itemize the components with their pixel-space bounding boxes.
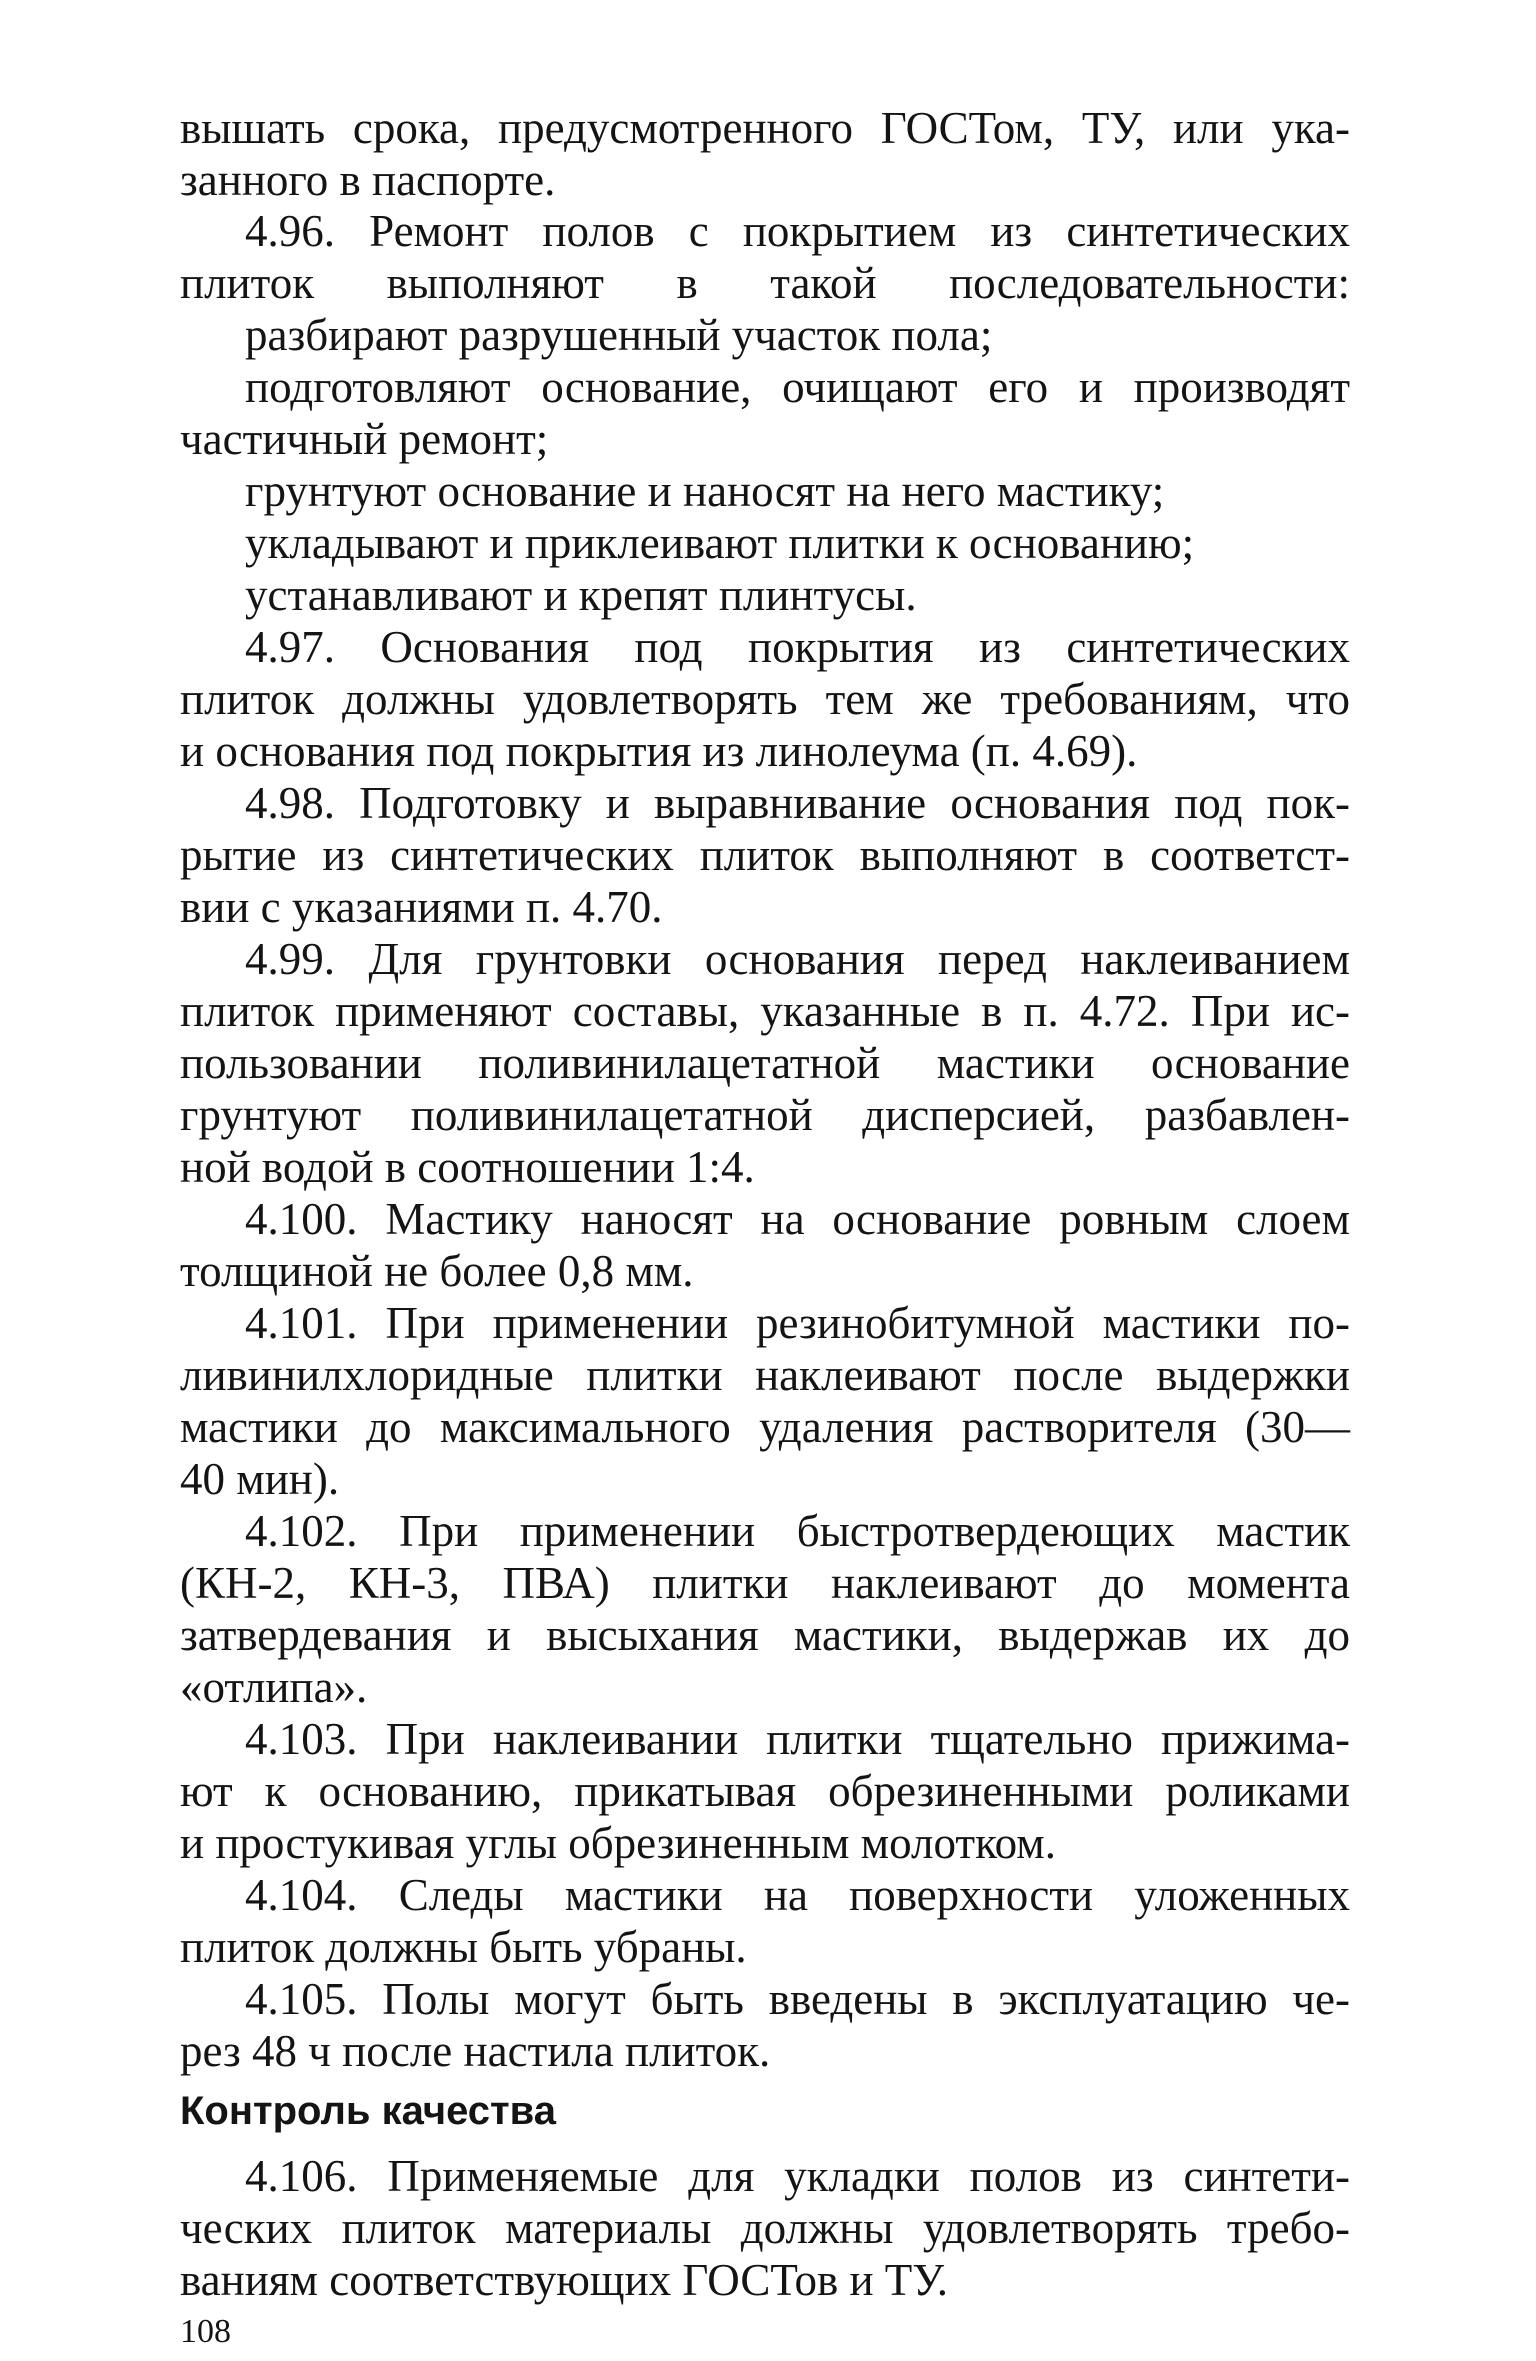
section-heading: Контроль качества [180,2089,556,2133]
text-line: 4.101. При применении резинобитумной мастики по- [245,1298,1350,1348]
text-line: разбирают разрушенный участок пола; [245,310,993,360]
text-line: плиток должны быть убраны. [180,1922,747,1972]
page-number: 108 [180,2313,231,2350]
text-line: плиток выполняют в такой последовательности: [180,258,1350,308]
text-line: толщиной не более 0,8 мм. [180,1246,694,1296]
text-line: рез 48 ч после настила плиток. [180,2026,771,2076]
text-line: 4.103. При наклеивании плитки тщательно прижима- [245,1714,1350,1764]
text-line: «отлипа». [180,1662,368,1712]
text-line: ной водой в соотношении 1:4. [180,1142,755,1192]
text-line: рытие из синтетических плиток выполняют в соответст- [180,830,1350,880]
text-line: вышать срока, предусмотренного ГОСТом, ТУ, или ука- [180,103,1350,153]
text-line: 4.100. Мастику наносят на основание ровным слоем [245,1194,1350,1244]
text-line: 4.102. При применении быстротвердеющих мастик [245,1506,1350,1556]
text-line: плиток должны удовлетворять тем же требованиям, что [180,674,1350,724]
text-line: ческих плиток материалы должны удовлетворять требо- [180,2203,1350,2253]
text-line: 4.97. Основания под покрытия из синтетических [245,622,1350,672]
text-line: 40 мин). [180,1454,340,1504]
text-line: грунтуют основание и наносят на него мастику; [245,466,1165,516]
text-line: укладывают и приклеивают плитки к основанию; [245,518,1195,568]
text-line: 4.106. Применяемые для укладки полов из синтети- [245,2151,1350,2201]
text-line: занного в паспорте. [180,155,556,205]
text-line: 4.98. Подготовку и выравнивание основания под пок- [245,778,1350,828]
text-line: пользовании поливинилацетатной мастики основание [180,1038,1350,1088]
text-line: ют к основанию, прикатывая обрезиненными роликами [180,1766,1350,1816]
text-line: устанавливают и крепят плинтусы. [245,570,917,620]
text-line: ливинилхлоридные плитки наклеивают после выдержки [180,1350,1350,1400]
text-line: мастики до максимального удаления растворителя (30— [180,1402,1350,1452]
text-line: (КН-2, КН-3, ПВА) плитки наклеивают до момента [180,1558,1350,1608]
text-line: 4.104. Следы мастики на поверхности уложенных [245,1870,1350,1920]
text-line: 4.96. Ремонт полов с покрытием из синтетических [245,206,1350,256]
text-line: 4.105. Полы могут быть введены в эксплуатацию че- [245,1974,1350,2024]
text-line: и простукивая углы обрезиненным молотком. [180,1818,1057,1868]
text-line: ваниям соответствующих ГОСТов и ТУ. [180,2255,949,2305]
text-line: 4.99. Для грунтовки основания перед наклеиванием [245,934,1350,984]
text-line: подготовляют основание, очищают его и производят [245,362,1350,412]
text-line: плиток применяют составы, указанные в п. 4.72. При ис- [180,986,1350,1036]
text-line: частичный ремонт; [180,414,549,464]
text-line: затвердевания и высыхания мастики, выдержав их до [180,1610,1350,1660]
text-line: вии с указаниями п. 4.70. [180,882,663,932]
text-line: и основания под покрытия из линолеума (п. 4.69). [180,726,1138,776]
text-line: грунтуют поливинилацетатной дисперсией, разбавлен- [180,1090,1350,1140]
